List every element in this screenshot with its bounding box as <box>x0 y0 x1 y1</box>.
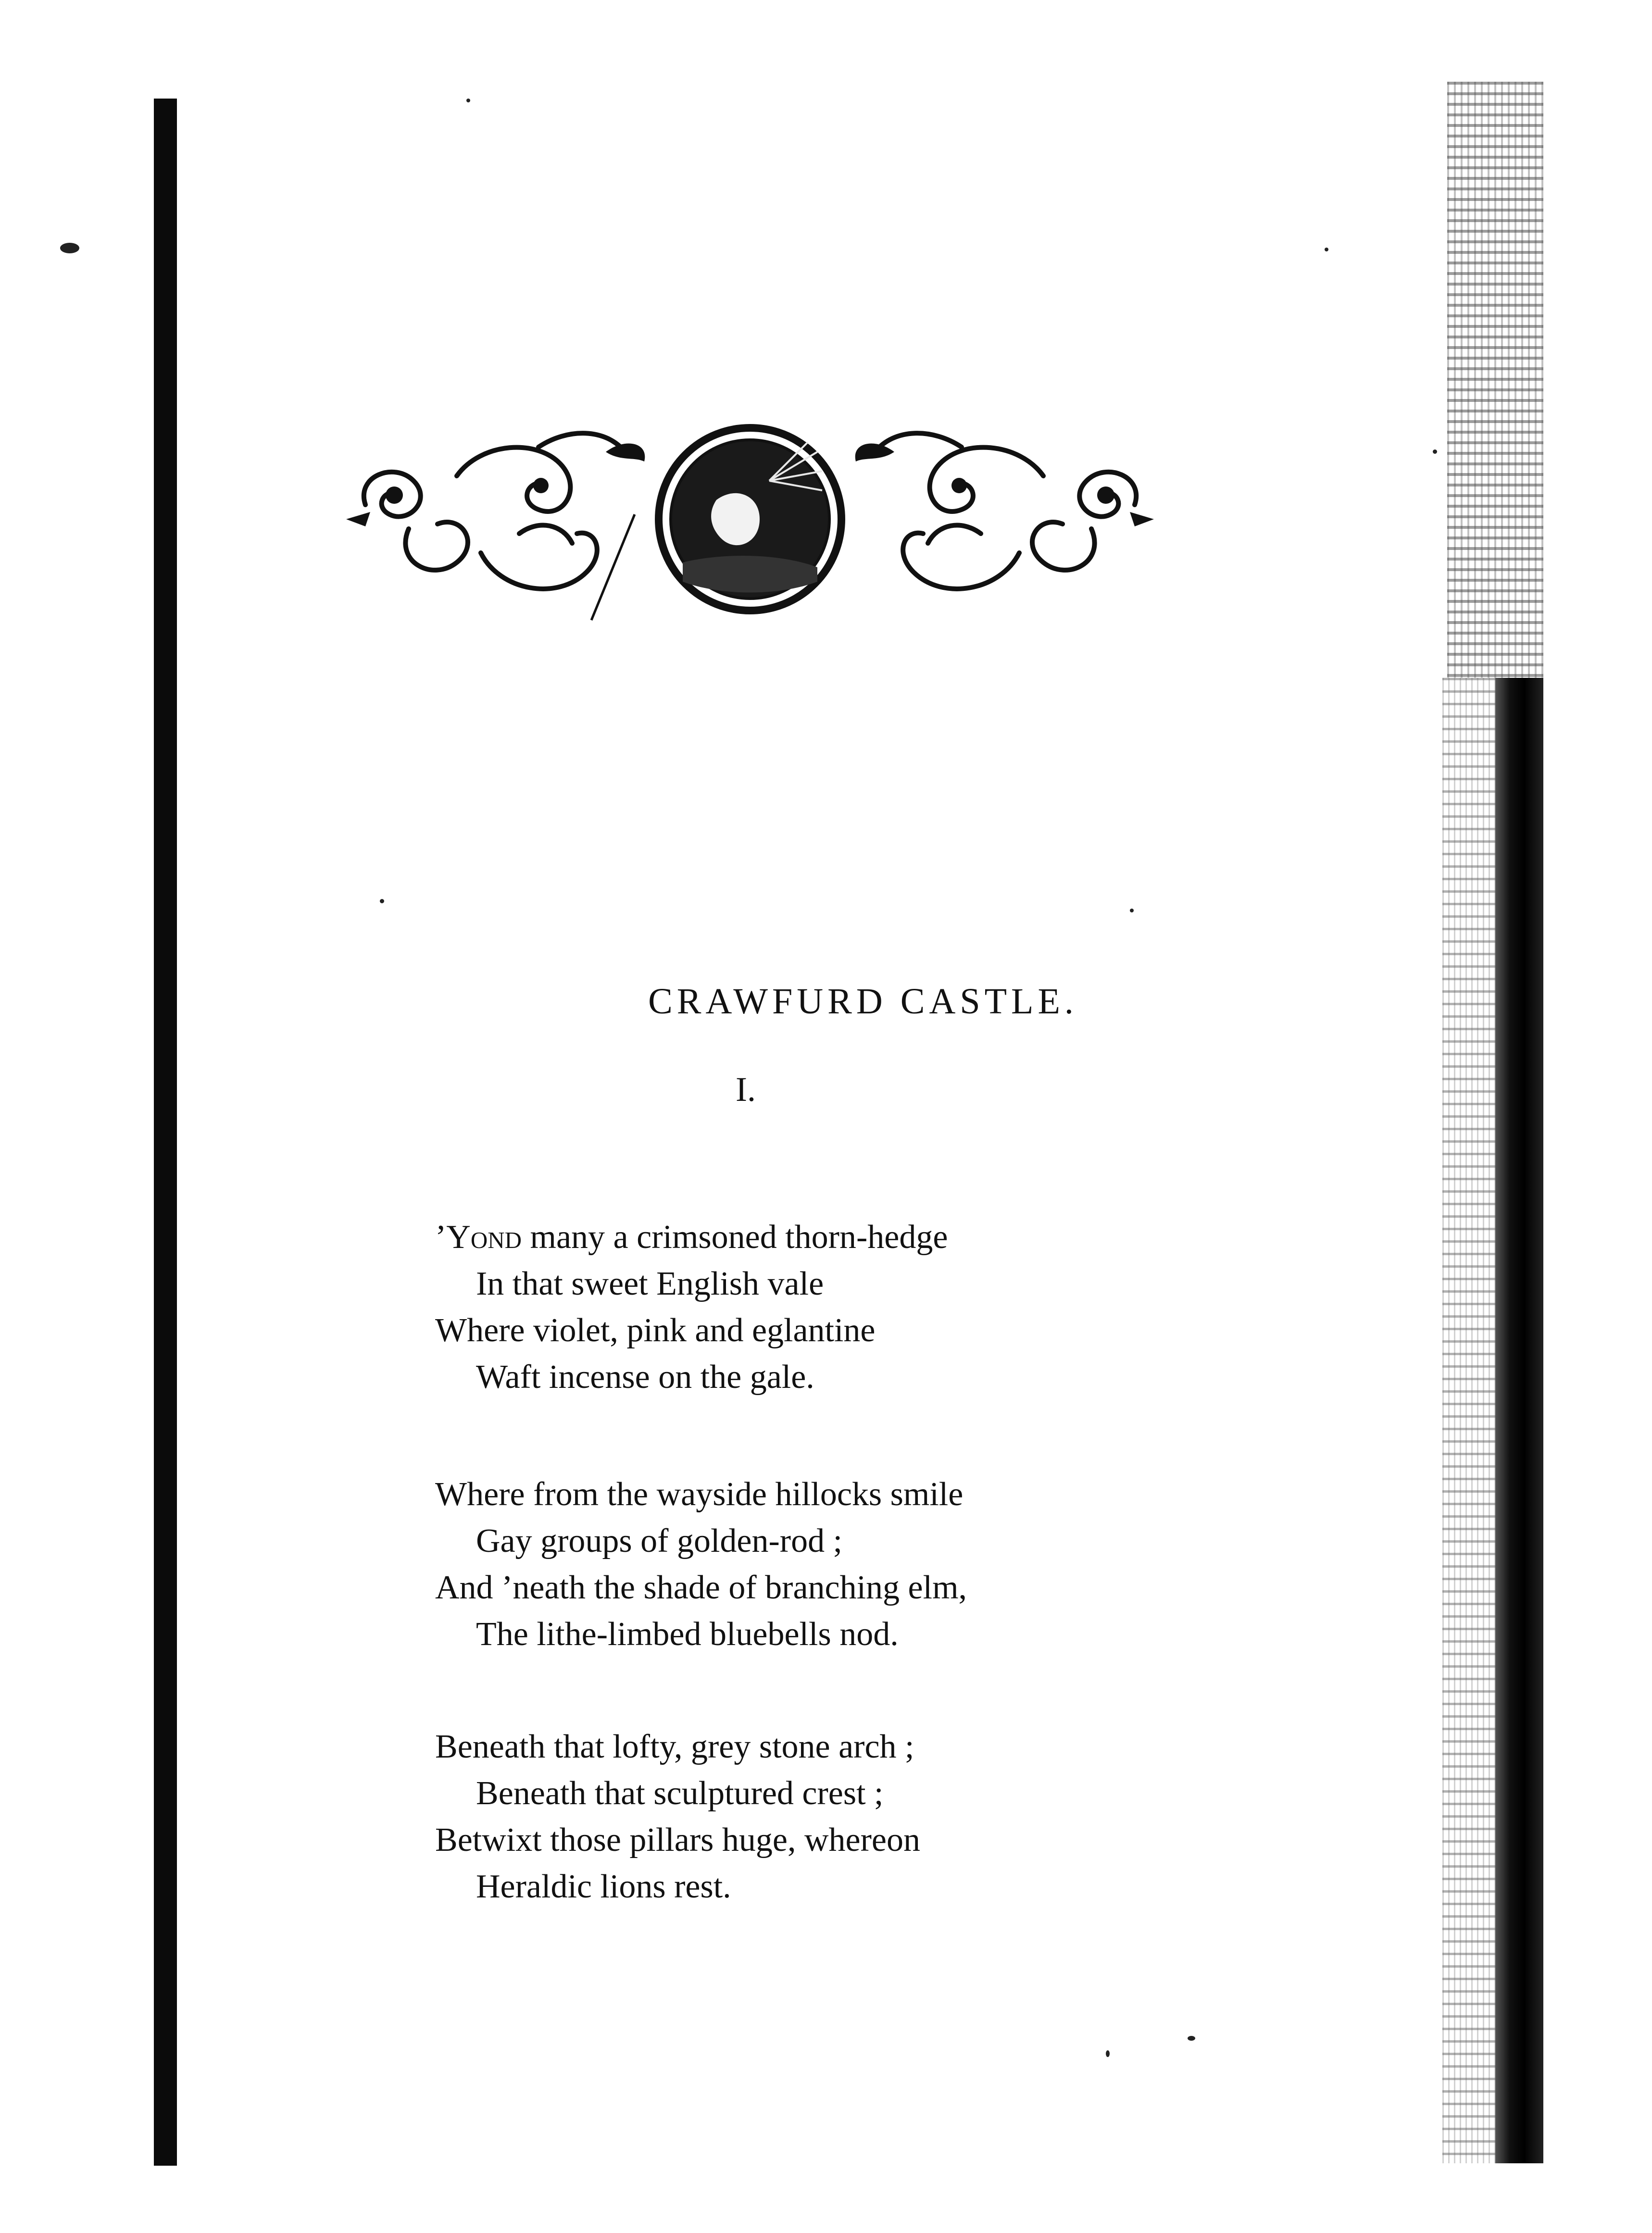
verse-line: Heraldic lions rest. <box>476 1868 731 1905</box>
scan-speck <box>1130 909 1134 912</box>
scan-speck <box>1325 248 1328 251</box>
scan-speck <box>1188 2036 1195 2041</box>
scan-noise-lower <box>1442 678 1495 2163</box>
verse-line: Betwixt those pillars huge, whereon <box>435 1821 920 1859</box>
scan-shadow-band <box>1495 678 1543 2163</box>
scrollwork-vignette-icon <box>337 409 1164 639</box>
verse-line: Waft incense on the gale. <box>476 1359 814 1396</box>
verse-line: Where violet, pink and eglantine <box>435 1312 876 1349</box>
verse-line: The lithe-limbed bluebells nod. <box>476 1616 899 1653</box>
scan-noise-upper <box>1447 82 1543 678</box>
verse-line: Where from the wayside hillocks smile <box>435 1476 964 1513</box>
stanza-2 <box>435 1471 1156 1658</box>
stanza-3 <box>435 1723 1156 1910</box>
scan-edge-artifact <box>1438 82 1553 2163</box>
scan-speck <box>1106 2050 1110 2057</box>
verse-line: In that sweet English vale <box>476 1265 824 1302</box>
verse-line: ’Yond many a crimsoned thorn-hedge <box>435 1219 948 1256</box>
scan-speck <box>380 899 384 903</box>
verse-line: Gay groups of golden-rod ; <box>476 1522 843 1559</box>
poem-title: CRAWFURD CASTLE. <box>648 981 1078 1022</box>
stanza-1 <box>435 1214 1156 1400</box>
scan-speck <box>466 99 470 102</box>
verse-line: Beneath that lofty, grey stone arch ; <box>435 1728 914 1765</box>
section-numeral: I. <box>736 1070 756 1109</box>
page-binding-edge <box>154 99 177 2166</box>
verse-line: And ’neath the shade of branching elm, <box>435 1569 967 1606</box>
verse-line: Beneath that sculptured crest ; <box>476 1775 884 1812</box>
scan-speck <box>1433 449 1437 454</box>
scan-speck <box>60 243 79 253</box>
